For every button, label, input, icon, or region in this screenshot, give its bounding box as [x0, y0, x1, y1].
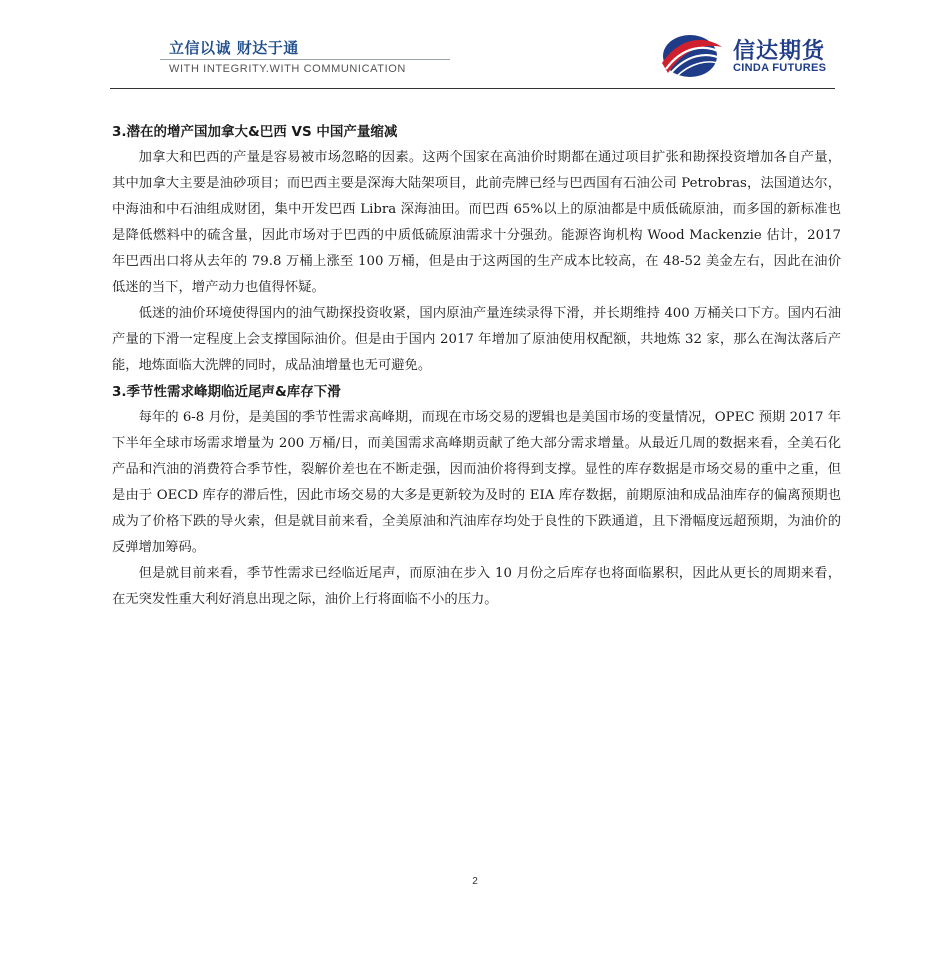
paragraph-canada-brazil-output: 加拿大和巴西的产量是容易被市场忽略的因素。这两个国家在高油价时期都在通过项目扩张和勘探投资增加各自产量，其中加拿大主要是油砂项目；而巴西主要是深海大陆架项目，此前壳牌已经与巴西国有石油公司 Petrobras，法国道达尔，中海油和中石油组成财团，集中开发巴西 Libra 深海油田。而巴西 65%以上的原油都是中质低硫原油，而多国的新标准也是降低燃料中的硫含量，因此市场对于巴西的中质低硫原油需求十分强劲。能源咨询机构 Wood Mackenzie 估计，2017 年巴西出口将从去年的 79.8 万桶上涨至 100 万桶，但是由于这两国的生产成本比较高，在 48-52 美金左右，因此在油价低迷的当下，增产动力也值得怀疑。: [112, 150, 841, 295]
cinda-futures-logo: [660, 33, 840, 79]
section-heading-canada-brazil: 3.潜在的增产国加拿大&巴西 VS 中国产量缩减: [112, 124, 398, 140]
cinda-swoosh-icon: [660, 33, 724, 79]
slogan-english: WITH INTEGRITY.WITH COMMUNICATION: [169, 63, 406, 75]
page-header: [0, 0, 950, 95]
header-rule: [110, 88, 835, 89]
report-body: [112, 119, 841, 613]
slogan-chinese: 立信以诚 财达于通: [169, 39, 299, 57]
logo-chinese-name: 信达期货: [733, 39, 826, 64]
paragraph-outlook: 但是就目前来看，季节性需求已经临近尾声，而原油在步入 10 月份之后库存也将面临累积，因此从更长的周期来看，在无突发性重大利好消息出现之际，油价上行将面临不小的压力。: [112, 566, 841, 607]
paragraph-china-production: 低迷的油价环境使得国内的油气勘探投资收紧，国内原油产量连续录得下滑，并长期维持 400 万桶关口下方。国内石油产量的下滑一定程度上会支撑国际油价。但是由于国内 2017 年增加了原油使用权配额，共地炼 32 家，那么在淘汰落后产能，地炼面临大洗牌的同时，成品油增量也无可避免。: [112, 306, 841, 373]
paragraph-us-seasonal-demand: 每年的 6-8 月份，是美国的季节性需求高峰期，而现在市场交易的逻辑也是美国市场的变量情况，OPEC 预期 2017 年下半年全球市场需求增量为 200 万桶/日，而美国需求高峰期贡献了绝大部分需求增量。从最近几周的数据来看，全美石化产品和汽油的消费符合季节性，裂解价差也在不断走强，因而油价将得到支撑。显性的库存数据是市场交易的重中之重，但是由于 OECD 库存的滞后性，因此市场交易的大多是更新较为及时的 EIA 库存数据，前期原油和成品油库存的偏离预期也成为了价格下跌的导火索，但是就目前来看，全美原油和汽油库存均处于良性的下跌通道，且下滑幅度远超预期，为油价的反弹增加筹码。: [112, 410, 841, 555]
page-number: 2: [472, 876, 478, 887]
slogan-divider: [160, 59, 450, 60]
logo-english-name: CINDA FUTURES: [733, 62, 827, 74]
section-heading-seasonal-demand: 3.季节性需求峰期临近尾声&库存下滑: [112, 384, 341, 400]
